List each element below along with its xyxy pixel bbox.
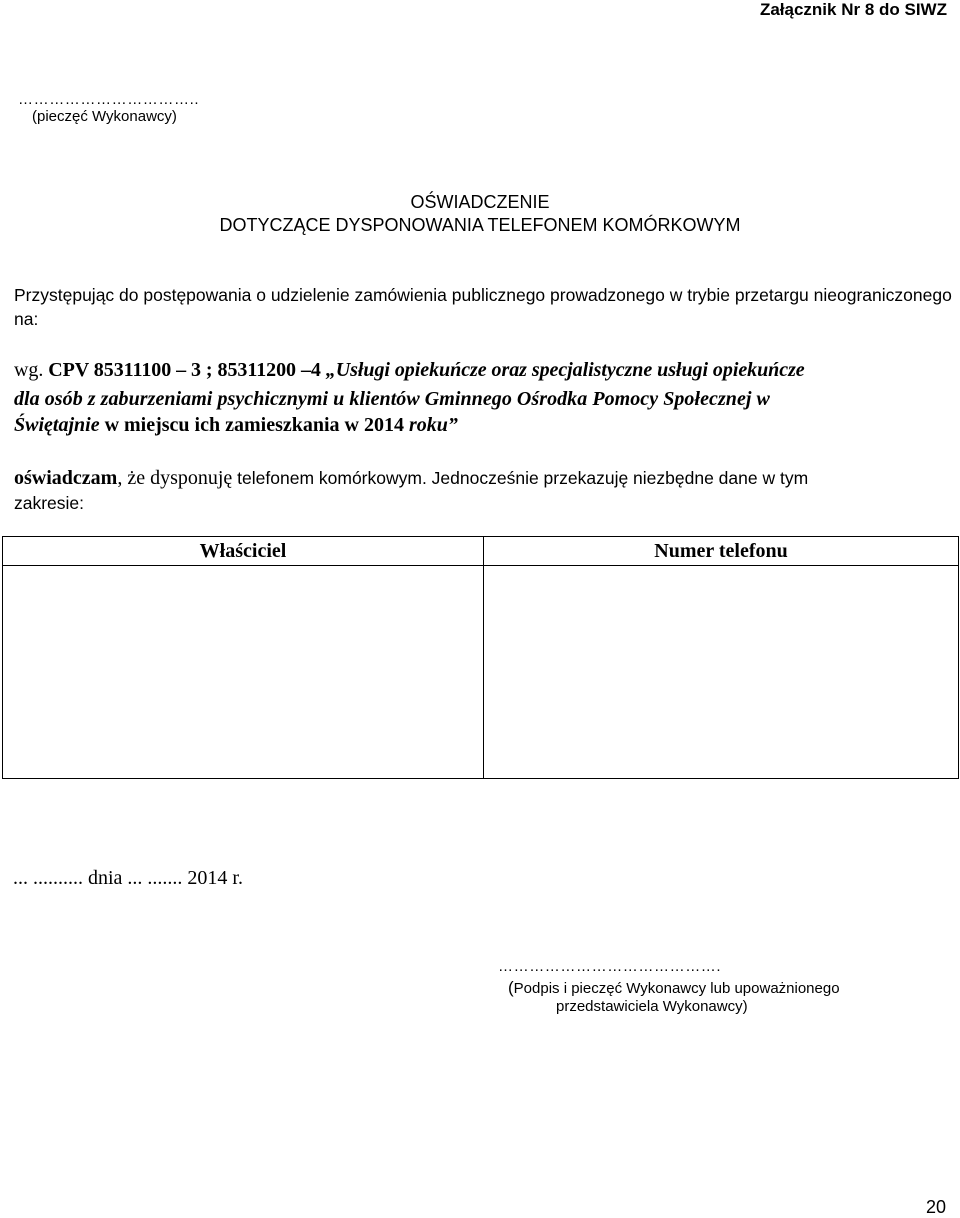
cell-owner[interactable]	[3, 566, 484, 779]
cell-phone-number[interactable]	[484, 566, 959, 779]
declaration-verb: oświadczam	[14, 467, 118, 489]
phone-table	[2, 536, 959, 779]
page-number: 20	[925, 1197, 946, 1217]
stamp-placeholder-dots: ……………………………..	[18, 91, 200, 108]
cpv-location: Świętajnie	[14, 414, 100, 436]
table-row	[3, 566, 959, 779]
header-phone-number: Numer telefonu	[484, 537, 959, 566]
cpv-codes: CPV 85311100 – 3 ; 85311200 –4	[48, 359, 326, 381]
table-header-row	[3, 537, 959, 566]
stamp-label: (pieczęć Wykonawcy)	[32, 108, 177, 125]
signature-label-line-1	[508, 978, 840, 998]
signature-label-text: Podpis i pieczęć Wykonawcy lub upoważnionego	[513, 980, 840, 997]
cpv-prefix: wg.	[14, 359, 49, 381]
header-owner: Właściciel	[3, 537, 484, 566]
signature-placeholder-dots: …………………………………….	[498, 958, 722, 975]
signature-label-line-2: przedstawiciela Wykonawcy)	[556, 998, 748, 1015]
intro-paragraph: Przystępując do postępowania o udzielenie zamówienia publicznego prowadzonego w trybie przetargu nieograniczonego na:	[14, 285, 952, 329]
cpv-scope: w miejscu ich zamieszkania w 2014	[99, 414, 409, 436]
declaration-line-2: zakresie:	[14, 493, 85, 513]
cpv-service-name-part2: dla osób z zaburzeniami psychicznymi u klientów Gminnego Ośrodka Pomocy Społecznej w	[14, 388, 770, 410]
cpv-service-name-part1: „Usługi opiekuńcze oraz specjalistyczne usługi opiekuńcze	[325, 359, 805, 381]
attachment-label: Załącznik Nr 8 do SIWZ	[759, 0, 947, 19]
cpv-line-1	[14, 359, 805, 382]
document-title: OŚWIADCZENIE	[410, 192, 550, 212]
signature-paren: (	[508, 978, 514, 997]
document-subtitle: DOTYCZĄCE DYSPONOWANIA TELEFONEM KOMÓRKOWYM	[219, 215, 741, 235]
declaration-rest: telefonem komórkowym. Jednocześnie przekazuję niezbędne dane w tym	[232, 468, 809, 488]
cpv-line-3	[14, 414, 458, 437]
declaration-serif-part: , że dysponuję	[117, 467, 233, 489]
cpv-year-word: roku”	[409, 414, 458, 436]
declaration-line-1	[14, 467, 808, 490]
date-line: ... .......... dnia ... ....... 2014 r.	[13, 867, 243, 889]
